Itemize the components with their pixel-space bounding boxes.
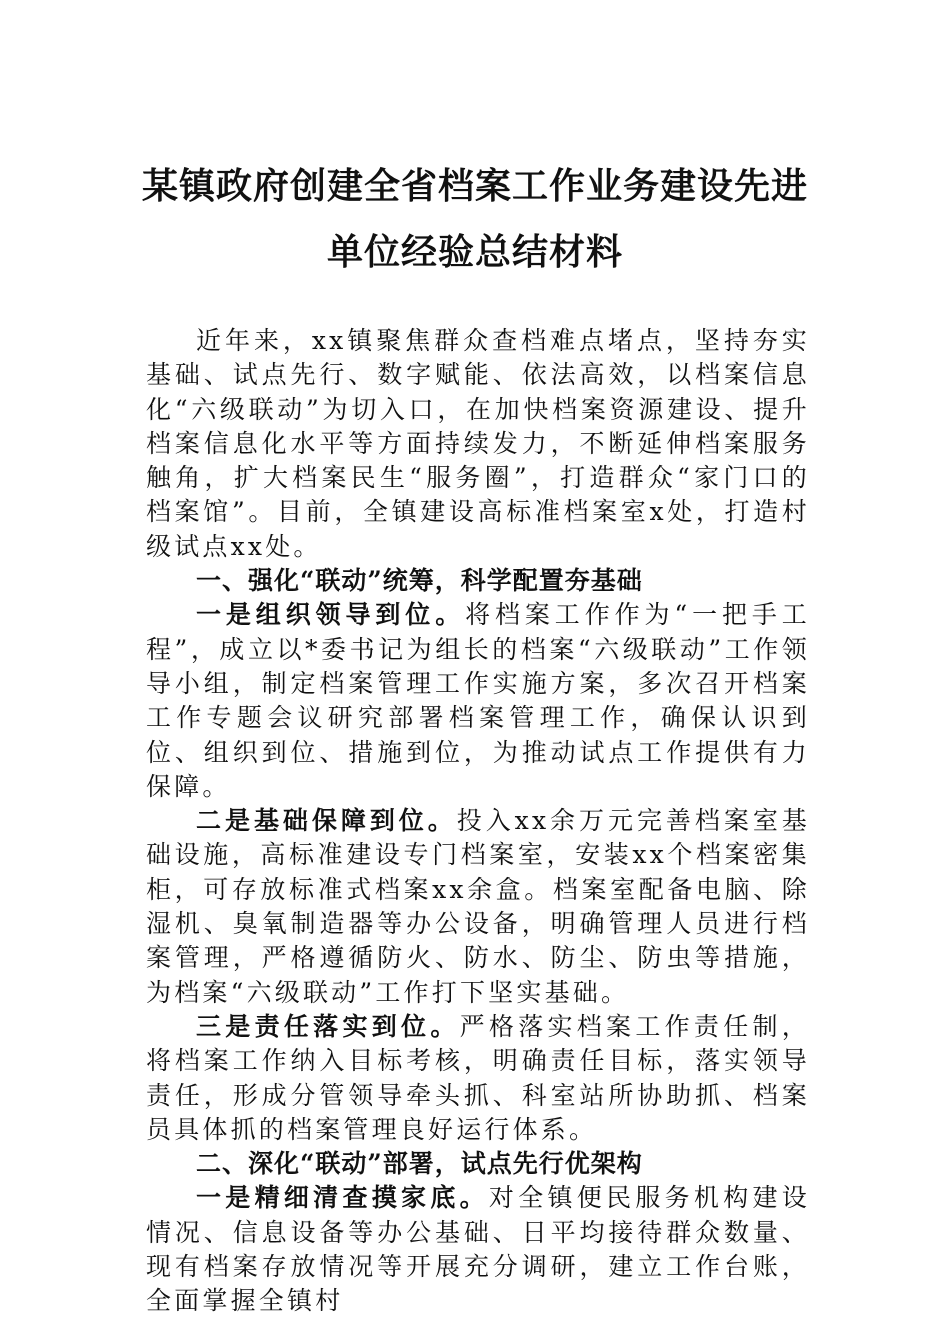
item-text: 将档案工作作为“一把手工程”，成立以*委书记为组长的档案“六级联动”工作领导小组，制定档案管理工作实施方案，多次召开档案工作专题会议研究部署档案管理工作，确保认识到位、组织到位、措施到位，为推动试点工作提供有力保障。: [146, 600, 810, 801]
section-1-item-3: [146, 1010, 810, 1147]
item-lead: 一是组织领导到位。: [196, 600, 466, 630]
item-text: 投入xx余万元完善档案室基础设施，高标准建设专门档案室，安装xx个档案密集柜，可存放标准式档案xx余盒。档案室配备电脑、除湿机、臭氧制造器等办公设备，明确管理人员进行档案管理，严格遵循防火、防水、防尘、防虫等措施，为档案“六级联动”工作打下坚实基础。: [146, 806, 810, 1007]
section-1-heading: 一、强化“联动”统筹，科学配置夯基础: [196, 566, 643, 596]
section-1-item-1: [146, 598, 810, 804]
section-1-item-2: [146, 804, 810, 1010]
item-lead: 三是责任落实到位。: [196, 1011, 460, 1041]
item-lead: 一是精细清查摸家底。: [196, 1183, 489, 1213]
document-title-line-1: 某镇政府创建全省档案工作业务建设先进: [141, 165, 808, 207]
document-body: [146, 324, 810, 1319]
intro-paragraph: 近年来，xx镇聚焦群众查档难点堵点，坚持夯实基础、试点先行、数字赋能、依法高效，以档案信息化“六级联动”为切入口，在加快档案资源建设、提升档案信息化水平等方面持续发力，不断延伸档案服务触角，扩大档案民生“服务圈”，打造群众“家门口的档案馆”。目前，全镇建设高标准档案室x处，打造村级试点xx处。: [146, 326, 810, 561]
section-2-item-1: [146, 1181, 810, 1318]
section-2-heading: 二、深化“联动”部署，试点先行优架构: [196, 1149, 643, 1179]
item-text: 对全镇便民服务机构建设情况、信息设备等办公基础、日平均接待群众数量、现有档案存放情况等开展充分调研，建立工作台账，全面掌握全镇村: [146, 1183, 810, 1316]
document-title-line-2: 单位经验总结材料: [326, 231, 623, 273]
item-lead: 二是基础保障到位。: [196, 806, 457, 836]
item-text: 严格落实档案工作责任制，将档案工作纳入目标考核，明确责任目标，落实领导责任，形成分管领导牵头抓、科室站所协助抓、档案员具体抓的档案管理良好运行体系。: [146, 1011, 810, 1144]
